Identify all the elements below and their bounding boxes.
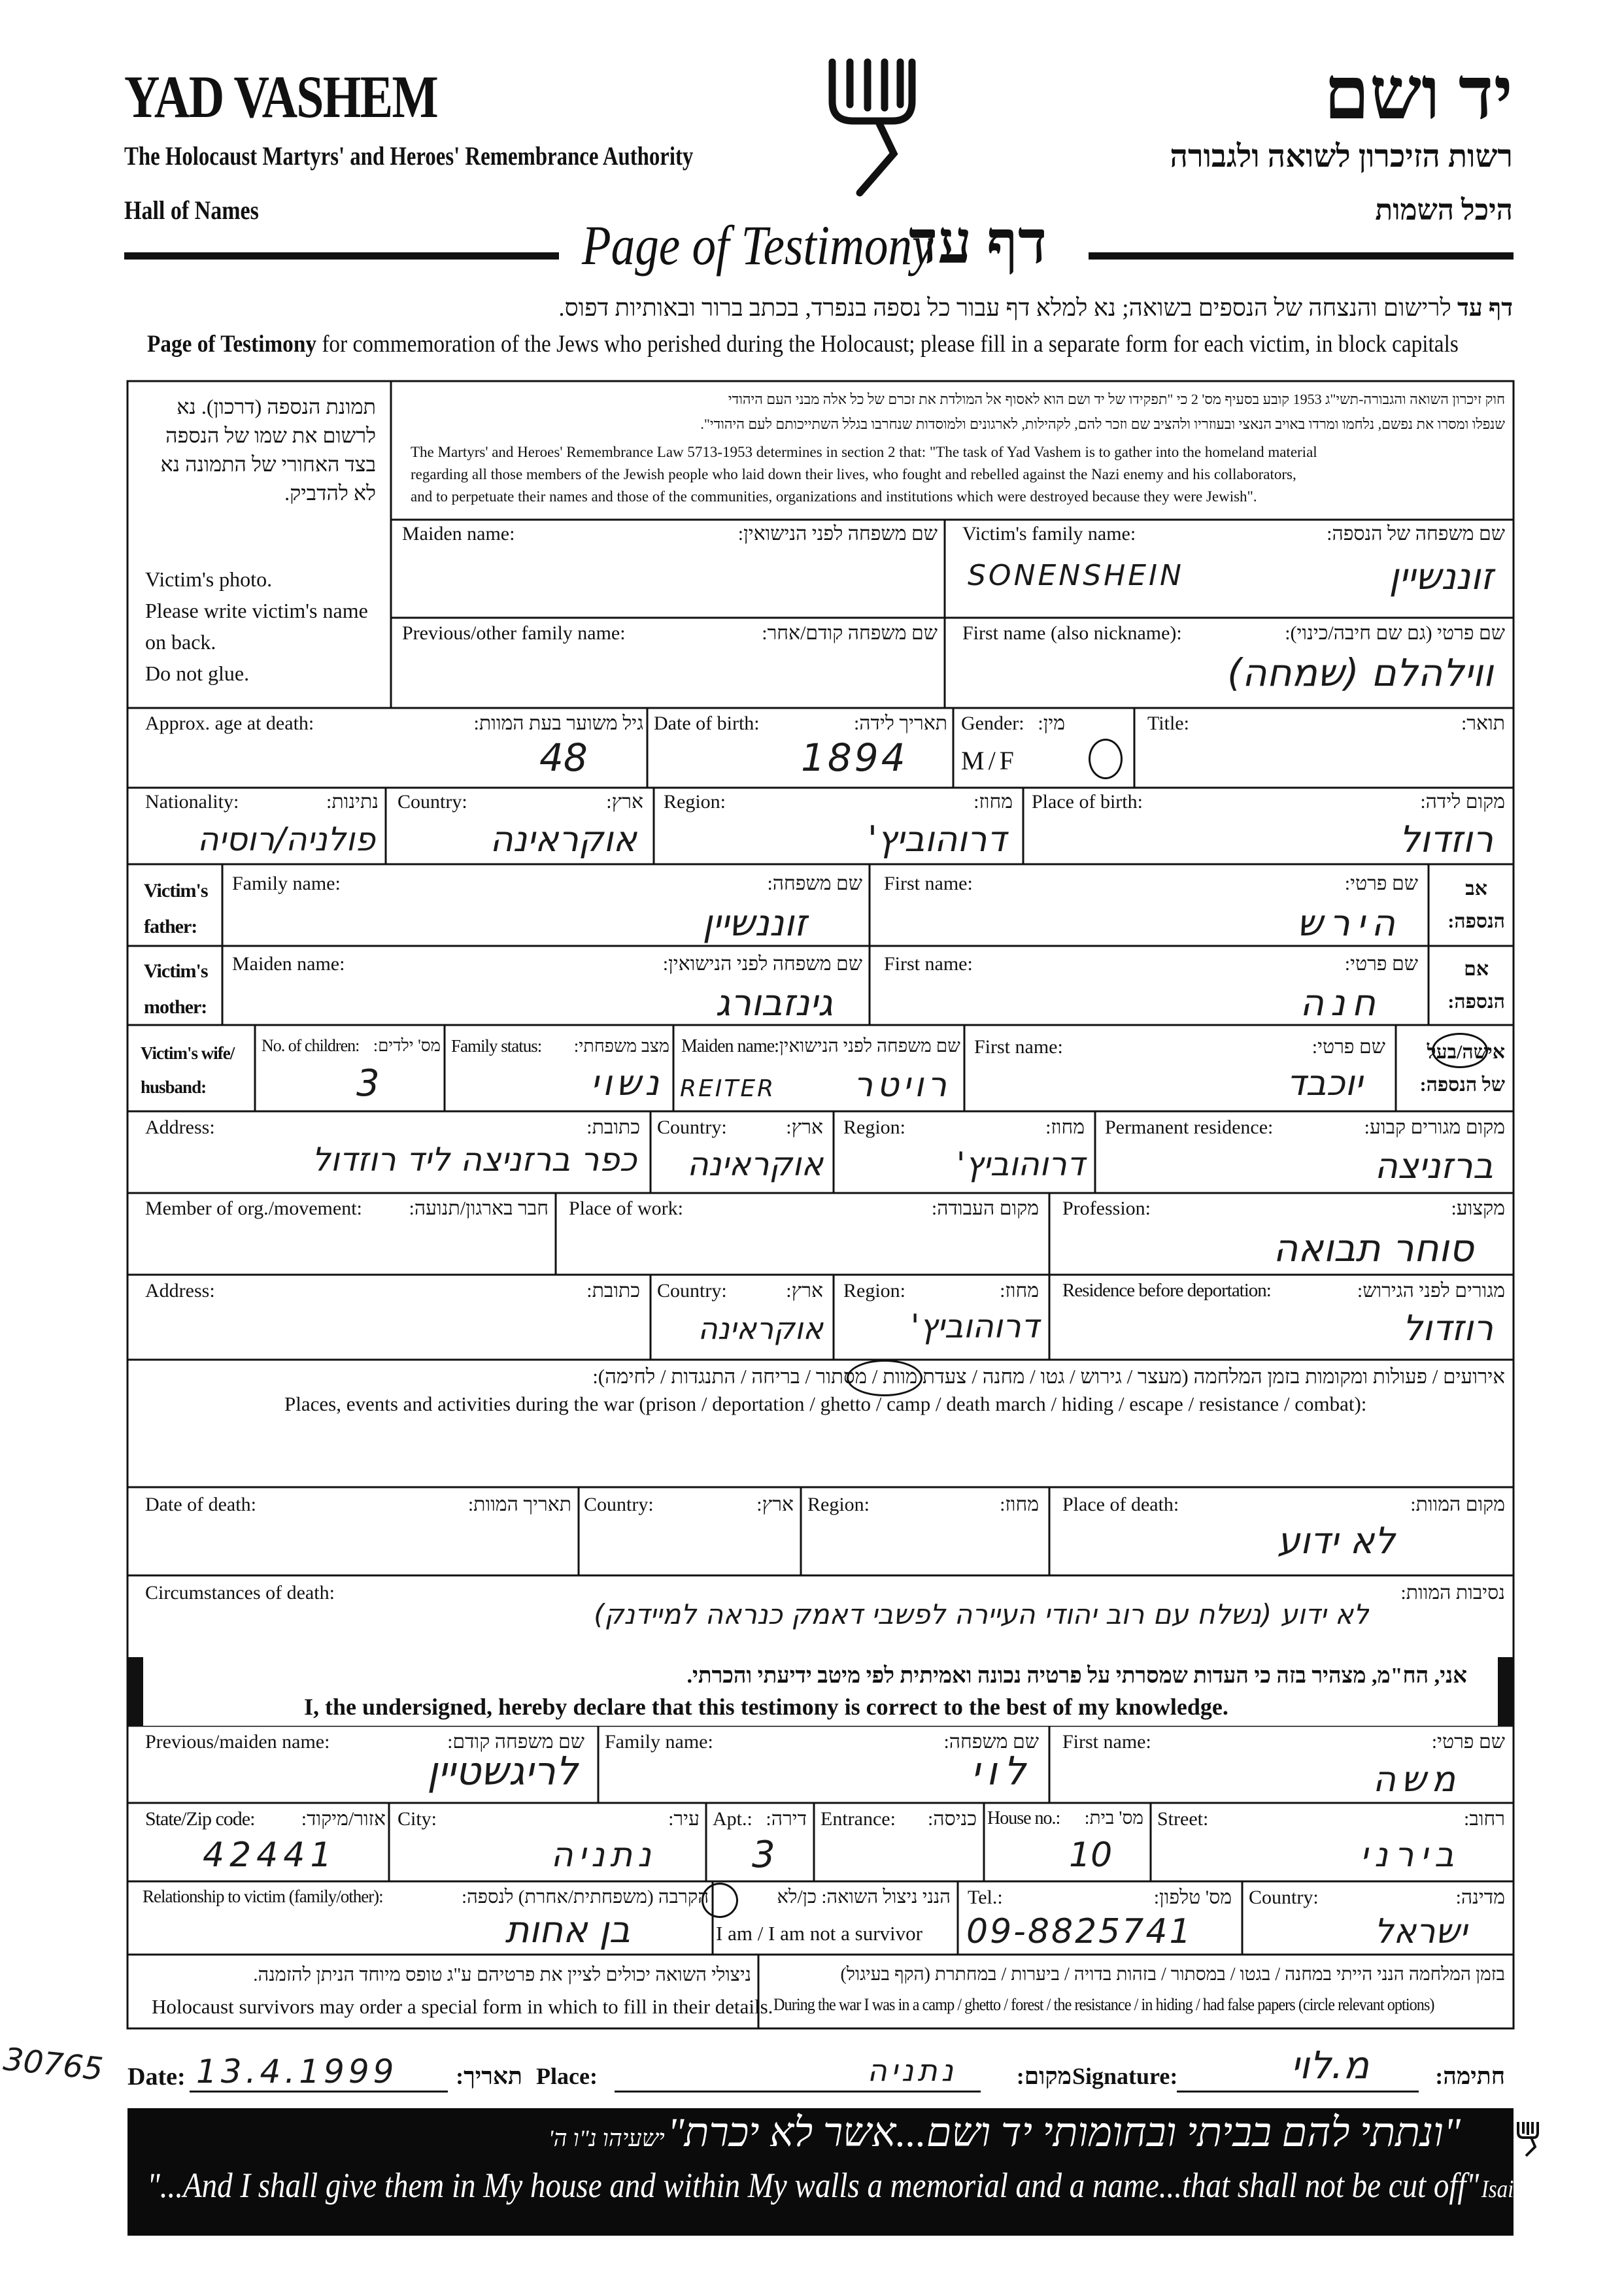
perm-res-label-he: מקום מגורים קבוע: (1364, 1117, 1505, 1138)
prev-family-label-en: Previous/other family name: (402, 622, 626, 644)
zip-value[interactable]: 42441 (203, 1836, 337, 1875)
father-first-label-he: שם פרטי: (1344, 873, 1418, 894)
title-label-he: תואר: (1461, 713, 1505, 734)
entrance-label-en: Entrance: (820, 1808, 896, 1830)
circumstances-label-en: Circumstances of death: (145, 1582, 335, 1604)
signature-label-he: חתימה: (1435, 2063, 1505, 2089)
law-en-line-3: and to perpetuate their names and those of the communities, organizations and institutions which were destroyed because they were Jewish". (411, 488, 1257, 505)
age-value[interactable]: 48 (539, 735, 588, 780)
nationality-label-en: Nationality: (145, 791, 239, 813)
victim-family-label-en: Victim's family name: (962, 523, 1136, 545)
gender-circle-mark (1089, 739, 1123, 779)
submitter-first-value[interactable]: משה (1372, 1758, 1461, 1800)
photo-en-line-1: Victim's photo. (145, 567, 273, 591)
wartime-note-he: בזמן המלחמה הנני הייתי במחנה / בגטו / במסתור / בזהות בדויה / ביערות / במחתרת (הקף בעיגול) (840, 1964, 1505, 1985)
law-text-en (411, 441, 1509, 508)
wife-he-line-2: של הנספה: (1419, 1074, 1505, 1096)
survivors-note-en: Holocaust survivors may order a special form in which to fill in their details. (152, 1995, 773, 2018)
res-region-value[interactable]: דרוהוביץ' (910, 1307, 1039, 1345)
street-label-he: רחוב: (1464, 1808, 1505, 1830)
father-he-line-2: הנספה: (1447, 911, 1505, 932)
submitter-family-label-he: שם משפחה: (943, 1731, 1039, 1753)
wife-first-label-he: שם פרטי: (1311, 1036, 1385, 1058)
place-label-he: מקום: (1016, 2063, 1072, 2089)
place-underline (615, 2091, 981, 2093)
instructions-he-bold: דף עד (1457, 295, 1513, 322)
address-region-value[interactable]: דרוהוביץ' (956, 1145, 1085, 1183)
dob-value[interactable]: 1894 (801, 735, 908, 780)
death-region-label-en: Region: (807, 1494, 870, 1515)
submitter-first-label-en: First name: (1062, 1731, 1151, 1753)
death-region-label-he: מחוז: (1000, 1494, 1039, 1515)
res-region-label-en: Region: (843, 1280, 905, 1302)
instructions-he-text: לרישום והנצחה של הנספים בשואה; נא למלא דף עבור כל נספה בנפרד, בכתב ברור ובאותיות דפוס. (558, 295, 1451, 322)
city-value[interactable]: נתניה (550, 1836, 656, 1875)
zip-label-en: State/Zip code: (145, 1808, 255, 1830)
mother-label-mother: mother: (144, 996, 207, 1018)
res-before-value[interactable]: רוזדול (1402, 1307, 1493, 1349)
events-circle-mark (847, 1360, 922, 1396)
perm-res-label-en: Permanent residence: (1105, 1117, 1274, 1138)
mother-first-label-he: שם פרטי: (1344, 953, 1418, 975)
nationality-value[interactable]: פולניה/רוסיה (197, 820, 375, 858)
first-name-value[interactable]: ווילהלם (שמחה) (1227, 650, 1493, 695)
law-he-line-1: חוק זיכרון השואה והגבורה-תשי"ג 1953 קובע בסעיף מס' 2 כי "תפקידו של יד ושם הוא לאסוף אל המולדת את זכרם של כל אלה מבני העם היהודי (728, 391, 1505, 407)
signature-label-en: Signature: (1072, 2063, 1178, 2089)
father-family-label-en: Family name: (232, 873, 341, 894)
children-label-en: No. of children: (262, 1036, 360, 1055)
photo-instructions-en (145, 563, 368, 689)
member-label-he: חבר בארגון/תנועה: (409, 1198, 549, 1219)
footer-verse-ref-he: ישעיהו נ"ו ה' (548, 2125, 665, 2151)
children-value[interactable]: 3 (356, 1062, 380, 1105)
events-label-en: Places, events and activities during the war (prison / deportation / ghetto / camp / death march / hiding / escape / resistance / combat): (284, 1392, 1367, 1415)
father-first-value[interactable]: הירש (1296, 902, 1402, 945)
fam-status-label-en: Family status: (451, 1036, 542, 1056)
father-family-label-he: שם משפחה: (767, 873, 862, 894)
maiden-name-label-en: Maiden name: (402, 523, 515, 545)
instructions-en-text: for commemoration of the Jews who perished during the Holocaust; please fill in a separate form for each victim, in block capitals (322, 331, 1459, 358)
prev-maiden-label-he: שם משפחה קודם: (447, 1731, 584, 1753)
work-label-he: מקום העבודה: (931, 1198, 1039, 1219)
entrance-label-he: כניסה: (928, 1808, 977, 1830)
survivor-circle-mark (702, 1883, 738, 1918)
res-before-label-he: מגורים לפני הגירוש: (1357, 1280, 1505, 1302)
apt-label-en: Apt.: (713, 1808, 753, 1830)
footer-verse-he (549, 2110, 1461, 2157)
photo-en-line-2: Please write victim's name (145, 599, 368, 622)
page-title-en: Page of Testimony (582, 214, 934, 277)
photo-en-line-3: on back. (145, 630, 216, 654)
profession-value[interactable]: סוחר תבואה (1273, 1226, 1474, 1270)
house-label-en: House no.: (987, 1808, 1060, 1828)
pob-label-en: Place of birth: (1032, 791, 1143, 813)
res-region-label-he: מחוז: (1000, 1280, 1039, 1302)
survivor-label-he: הנני ניצול השואה: כן/לא (777, 1887, 951, 1908)
age-label-en: Approx. age at death: (145, 713, 314, 734)
fam-status-label-he: מצב משפחתי: (573, 1036, 669, 1056)
place-death-value[interactable]: לא ידוע (1277, 1520, 1395, 1562)
mother-he-line-1: אם (1464, 958, 1489, 980)
victim-family-label-he: שם משפחה של הנספה: (1327, 523, 1505, 545)
father-label-he (1447, 873, 1505, 938)
profession-label-he: מקצוע: (1451, 1198, 1505, 1219)
law-en-line-1: The Martyrs' and Heroes' Remembrance Law 5713-1953 determines in section 2 that: "The task of Yad Vashem is to gather into the homeland material (411, 444, 1317, 460)
mother-maiden-value[interactable]: גינזבורג (715, 982, 833, 1024)
region-value[interactable]: דרוהוביץ' (868, 818, 1006, 860)
country2-label-he: מדינה: (1455, 1887, 1505, 1908)
mother-maiden-label-he: שם משפחה לפני הנישואין: (662, 953, 862, 975)
wife-maiden-he-value[interactable]: רויטר (853, 1066, 951, 1105)
apt-label-he: דירה: (766, 1808, 807, 1830)
father-label-en (144, 873, 208, 945)
org-name-en: YAD VASHEM (124, 63, 438, 130)
wife-first-label-en: First name: (974, 1036, 1063, 1058)
address-label-en: Address: (145, 1117, 215, 1138)
photo-instructions-he: תמונת הנספה (דרכון). נא לרשום את שמו של הנספה בצד האחורי של התמונה נא לא להדביק. (160, 395, 376, 505)
instructions-en-bold: Page of Testimony (147, 331, 317, 358)
address-region-label-en: Region: (843, 1117, 905, 1138)
tel-label-en: Tel.: (968, 1887, 1003, 1908)
authority-en: The Holocaust Martyrs' and Heroes' Remembrance Authority (124, 141, 694, 171)
hall-of-names-he: היכל השמות (1375, 194, 1513, 226)
footer-verse-he-text: "ונתתי להם בביתי ובחומותי יד ושם...אשר לא יכרת" (667, 2111, 1461, 2155)
events-label-he: אירועים / פעולות ומקומות בזמן המלחמה (מעצר / גירוש / גטו / מחנה / צעדת מוות / מסתור / בריחה / התנגדות / לחימה): (592, 1365, 1505, 1388)
work-label-en: Place of work: (569, 1198, 683, 1219)
father-label-father: father: (144, 916, 197, 937)
first-name-label-en: First name (also nickname): (962, 622, 1182, 644)
date-death-label-en: Date of death: (145, 1494, 256, 1515)
submitter-prev-value[interactable]: לריגשטיין (427, 1749, 578, 1794)
pob-value[interactable]: רוזדול (1399, 818, 1493, 861)
address-country-value[interactable]: אוקראינה (686, 1145, 823, 1183)
wife-circle-mark (1432, 1033, 1488, 1068)
gender-label-he: מין: (1038, 713, 1065, 734)
mother-label-he (1447, 953, 1505, 1018)
date-death-label-he: תאריך המוות: (467, 1494, 571, 1515)
address2-label-he: כתובת: (586, 1280, 640, 1302)
date-value[interactable]: 13.4.1999 (196, 2053, 398, 2091)
father-family-value[interactable]: זוננשיין (702, 902, 807, 945)
place-value[interactable]: נתניה (867, 2053, 957, 2088)
mother-first-label-en: First name: (884, 953, 973, 975)
res-before-label-en: Residence before deportation: (1062, 1280, 1271, 1301)
country2-label-en: Country: (1249, 1887, 1319, 1908)
pob-label-he: מקום לידה: (1420, 791, 1505, 813)
tel-label-he: מס' טלפון: (1153, 1887, 1232, 1908)
wife-first-value[interactable]: יוכבד (1286, 1062, 1362, 1103)
hall-of-names-en: Hall of Names (124, 195, 259, 225)
relation-label-he: הקרבה (משפחתית/אחרת) לנספה: (462, 1887, 709, 1908)
address-value[interactable]: כפר ברזניצה ליד רוזדול (312, 1141, 637, 1179)
relation-label-en: Relationship to victim (family/other): (143, 1887, 383, 1906)
fam-status-value[interactable]: נשוי (590, 1062, 663, 1103)
country2-value[interactable]: ישראל (1374, 1912, 1467, 1951)
children-label-he: מס' ילדים: (373, 1036, 441, 1055)
address-country-label-en: Country: (657, 1117, 727, 1138)
law-he-line-2: שנפלו ומסרו את נפשם, נלחמו ומרדו באויב הנאצי ובעוזריו ולהציב שם וזכר להם, לקהילות, לארגונים ולמוסדות שנחרבו בגלל השתייכותם לעם היהודי". (700, 416, 1505, 432)
place-death-label-en: Place of death: (1062, 1494, 1179, 1515)
page-title-he: דף עד (909, 209, 1047, 276)
dob-label-he: תאריך לידה: (853, 713, 947, 734)
wife-maiden-latin-value[interactable]: REITER (680, 1075, 776, 1102)
mother-first-value[interactable]: חנה (1300, 982, 1382, 1024)
wife-maiden-label-en: Maiden name: (681, 1036, 779, 1056)
father-label-victims: Victim's (144, 880, 208, 901)
wife-maiden-label-he: שם משפחה לפני הנישואין: (774, 1036, 960, 1056)
submitter-first-label-he: שם פרטי: (1431, 1731, 1505, 1753)
region-label-en: Region: (664, 791, 726, 813)
wife-label-en (141, 1036, 234, 1104)
survivor-label-en[interactable]: I am / I am not a survivor (716, 1922, 922, 1945)
father-he-line-1: אב (1465, 878, 1488, 899)
street-label-en: Street: (1157, 1808, 1209, 1830)
law-en-line-2: regarding all those members of the Jewish people who laid down their lives, who fought and rebelled against the Nazi enemy and his collaborators, (411, 466, 1296, 482)
address2-label-en: Address: (145, 1280, 215, 1302)
authority-he: רשות הזיכרון לשואה ולגבורה (1170, 139, 1513, 174)
house-value[interactable]: 10 (1069, 1836, 1113, 1875)
date-label-en: Date: (127, 2063, 186, 2091)
place-death-label-he: מקום המוות: (1410, 1494, 1505, 1515)
address-region-label-he: מחוז: (1045, 1117, 1085, 1138)
dob-label-en: Date of birth: (654, 713, 760, 734)
city-label-he: עיר: (668, 1808, 700, 1830)
nationality-label-he: נתינות: (326, 791, 379, 813)
submitter-family-value[interactable]: לוי (971, 1749, 1032, 1794)
circumstances-value[interactable]: לא ידוע (נשלח עם רוב יהודי העיירה לפשבי דאמק כנראה למיידנק) (594, 1598, 1369, 1630)
gender-label-en: Gender: (961, 713, 1024, 734)
victim-family-he-value[interactable]: זוננשיין (1389, 556, 1493, 598)
photo-en-line-4: Do not glue. (145, 662, 250, 685)
maiden-name-label-he: שם משפחה לפני הנישואין: (737, 523, 938, 545)
gender-options[interactable]: M/F (961, 746, 1018, 775)
tel-value[interactable]: 09-8825741 (966, 1912, 1193, 1951)
mother-label-en (144, 953, 208, 1025)
wife-he-line-1: אישה/בעל (1427, 1041, 1505, 1063)
house-label-he: מס' בית: (1084, 1808, 1143, 1828)
region-label-he: מחוז: (973, 791, 1013, 813)
address-country-label-he: ארץ: (786, 1117, 823, 1138)
declaration-he: אני, הח"מ, מצהיר בזה כי העדות שמסרתי על פרטיה נכונה ואמיתית לפי מיטב ידיעתי והכרתי. (686, 1664, 1467, 1688)
death-country-label-en: Country: (584, 1494, 654, 1515)
margin-number: 30765 (1, 2041, 105, 2088)
country-label-en: Country: (398, 791, 467, 813)
res-country-value[interactable]: אוקראינה (698, 1311, 823, 1346)
wife-en-line-1: Victim's wife/ (141, 1043, 235, 1063)
first-name-label-he: שם פרטי (גם שם חיבה/כינוי): (1285, 622, 1505, 644)
apt-value[interactable]: 3 (752, 1834, 775, 1876)
wartime-note-en: During the war I was in a camp / ghetto / forest / the resistance / in hiding / had false papers (circle relevant options) (773, 1995, 1434, 2014)
prev-family-label-he: שם משפחה קודם/אחר: (762, 622, 938, 644)
footer-verse-en (147, 2165, 1585, 2206)
place-label-en: Place: (536, 2063, 598, 2089)
small-menorah-icon (1515, 2119, 1540, 2159)
profession-label-en: Profession: (1062, 1198, 1151, 1219)
mother-maiden-label-en: Maiden name: (232, 953, 345, 975)
zip-label-he: אזור/מיקוד: (301, 1808, 386, 1830)
relation-value[interactable]: בן אחות (505, 1909, 630, 1951)
footer-verse-en-text: "...And I shall give them in My house and within My walls a memorial and a name...that shall not be cut off" (147, 2166, 1480, 2205)
wife-en-line-2: husband: (141, 1077, 207, 1097)
signature-underline (1177, 2091, 1419, 2093)
law-text-he (387, 387, 1505, 437)
father-first-label-en: First name: (884, 873, 973, 894)
circumstances-label-he: נסיבות המוות: (1400, 1582, 1505, 1604)
country-label-he: ארץ: (606, 791, 643, 813)
footer-logo-icon (1515, 2119, 1540, 2162)
org-name-he: יד ושם (1323, 54, 1513, 135)
footer-verse-ref-en: Isaiah, 56:5 (1481, 2176, 1586, 2203)
date-label-he: תאריך: (456, 2063, 522, 2089)
res-country-label-he: ארץ: (786, 1280, 823, 1302)
submitter-family-label-en: Family name: (605, 1731, 713, 1753)
perm-res-value[interactable]: ברזניצה (1374, 1145, 1493, 1186)
date-underline (190, 2091, 448, 2093)
survivors-note-he: ניצולי השואה יכולים לציין את פרטיהם ע"ג טופס מיוחד הניתן להזמנה. (253, 1964, 751, 1985)
mother-label-victims: Victim's (144, 960, 208, 982)
prev-maiden-label-en: Previous/maiden name: (145, 1731, 330, 1753)
res-country-label-en: Country: (657, 1280, 727, 1302)
death-country-label-he: ארץ: (756, 1494, 794, 1515)
address-label-he: כתובת: (586, 1117, 640, 1138)
victim-family-latin-value[interactable]: SONENSHEIN (968, 559, 1184, 592)
street-value[interactable]: בירני (1360, 1836, 1461, 1875)
declaration-en: I, the undersigned, hereby declare that this testimony is correct to the best of my knowledge. (304, 1694, 1228, 1720)
member-label-en: Member of org./movement: (145, 1198, 362, 1219)
mother-he-line-2: הנספה: (1447, 991, 1505, 1013)
city-label-en: City: (398, 1808, 437, 1830)
title-label-en: Title: (1147, 713, 1189, 734)
country-value[interactable]: אוקראינה (490, 818, 637, 860)
signature-value[interactable]: מ.לוי (1291, 2043, 1369, 2087)
age-label-he: גיל משוער בעת המוות: (473, 713, 643, 734)
